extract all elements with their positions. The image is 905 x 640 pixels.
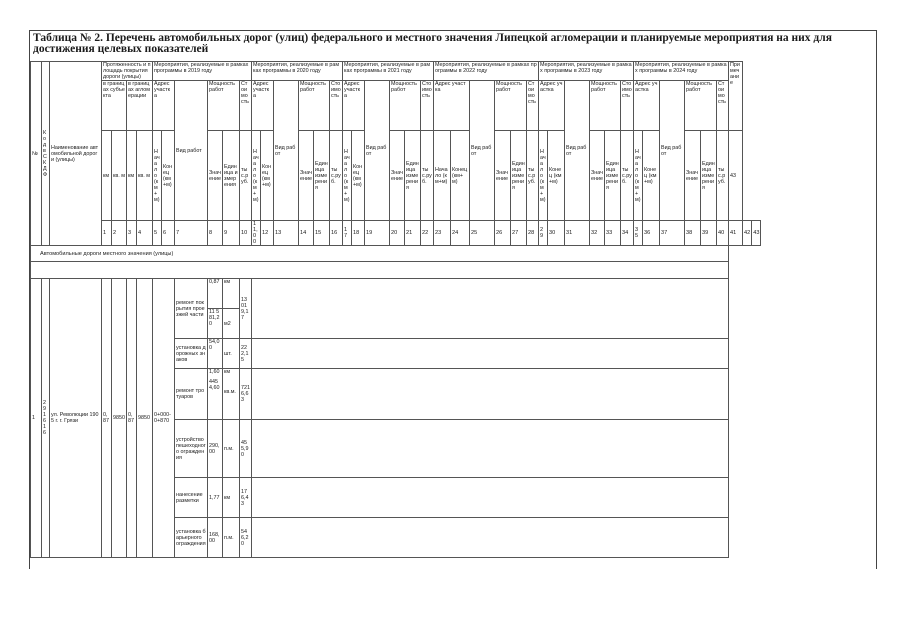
hdr-value-2020: Значение [299, 131, 314, 221]
spacer-cell [31, 262, 729, 279]
roads-table [30, 61, 761, 558]
hdr-year-2019: Мероприятия, реализуемые в рамках программы в 2019 году [153, 62, 252, 81]
hdr-capacity-2020: Мощность работ [299, 81, 330, 131]
hdr-cost-2022: Стоимость [527, 81, 539, 131]
hdr-year-2022: Мероприятия, реализуемые в рамках программы в 2022 году [434, 62, 539, 81]
work-value-1: 0,87 [208, 279, 223, 309]
hdr-worktype-2021: Вид работ [365, 81, 390, 221]
work-value-2: 54,00 [208, 339, 223, 369]
hdr-start-2023: Начало (км+м) [539, 131, 548, 221]
column-number-9: 9 [223, 221, 240, 246]
hdr-address-2024: Адрес участка [634, 81, 660, 131]
hdr-cost-2020: Стоимость [330, 81, 343, 131]
column-number-18: 18 [352, 221, 365, 246]
column-number-10: 10 [240, 221, 252, 246]
hdr-cost-2021: Стоимость [421, 81, 434, 131]
hdr-address-2019: Адрес участка [153, 81, 175, 131]
work-type-1: ремонт покрытия проезжей части [175, 279, 208, 339]
section-title-text: Автомобильные дороги местного значения (улицы) [40, 250, 174, 257]
hdr-year-2020: Мероприятия, реализуемые в рамках программы в 2020 году [252, 62, 343, 81]
work-cost-5: 176,43 [240, 478, 252, 518]
work-unit-3 [223, 369, 240, 420]
hdr-costunit-2021: тыс.руб. [421, 131, 434, 221]
hdr-note-num: 43 [729, 131, 743, 221]
work-value-3 [208, 369, 223, 420]
hdr-capacity-2024: Мощность работ [685, 81, 717, 131]
column-number-17: 17 [343, 221, 352, 246]
hdr-end-2022: Конец (км+м) [451, 131, 470, 221]
work-value-6: 168,00 [208, 518, 223, 558]
hdr-value-2023: Значение [590, 131, 605, 221]
work-unit-3b: кв.м. [224, 389, 236, 395]
hdr-cost-2019: Стоимость [240, 81, 252, 131]
hdr-unit-2022: Единица измерения [511, 131, 527, 221]
hdr-start-2024: Начало (км+м) [634, 131, 643, 221]
hdr-no: № [31, 62, 42, 246]
column-number-23: 23 [434, 221, 451, 246]
hdr-value-2022: Значение [495, 131, 511, 221]
column-number-11: 11,00 [252, 221, 261, 246]
hdr-kvm: кв. м [112, 131, 127, 221]
hdr-costunit-2022: тыс.руб. [527, 131, 539, 221]
column-number-32: 32 [590, 221, 605, 246]
column-number-4: 4 [137, 221, 153, 246]
hdr-worktype-2023: Вид работ [565, 81, 590, 221]
hdr-km: км [102, 131, 112, 221]
work-unit-3a: км [224, 369, 231, 375]
road-code: 2916 16 [42, 279, 50, 558]
work-unit-5: км [223, 478, 240, 518]
table-row [31, 279, 761, 309]
work-value-3a: 1,60 [209, 369, 220, 375]
column-number-6: 6 [162, 221, 175, 246]
column-number-5: 5 [153, 221, 162, 246]
column-number-7: 7 [175, 221, 208, 246]
hdr-address-2022: Адрес участка [434, 81, 470, 131]
road-length-km: 0,87 [102, 279, 112, 558]
work-cost-4: 455,90 [240, 420, 252, 478]
column-number-25: 25 [470, 221, 495, 246]
work-value-5: 1,77 [208, 478, 223, 518]
hdr-end-2024: Конец (км+м) [643, 131, 660, 221]
hdr-costunit-2024: тыс.руб. [717, 131, 729, 221]
column-number-22: 22 [421, 221, 434, 246]
hdr-costunit-2020: тыс.руб. [330, 131, 343, 221]
work-type-5: нанесение разметки [175, 478, 208, 518]
hdr-capacity-2023: Мощность работ [590, 81, 621, 131]
hdr-costunit-2023: тыс.руб. [621, 131, 634, 221]
hdr-unit-2024: Единица измерения [701, 131, 717, 221]
hdr-worktype-2022: Вид работ [470, 81, 495, 221]
document-frame [29, 30, 877, 569]
column-number-2: 2 [112, 221, 127, 246]
hdr-year-2024: Мероприятия, реализуемые в рамках программы в 2024 году [634, 62, 729, 81]
road-name: ул. Революции 1905 г. г. Грязи [50, 279, 102, 558]
hdr-end-2023: Конец (км+м) [548, 131, 565, 221]
section-title [31, 246, 729, 262]
column-numbers-row [31, 221, 761, 246]
column-number-31: 31 [565, 221, 590, 246]
column-number-20: 20 [390, 221, 405, 246]
hdr-start-2022: Начало (км+м) [434, 131, 451, 221]
column-number-43: 43 [752, 221, 761, 246]
hdr-end-2019: Конец (км+м) [162, 131, 175, 221]
road-address: 0+000-0+870 [153, 279, 175, 558]
column-number-27: 27 [511, 221, 527, 246]
column-number-1: 1 [102, 221, 112, 246]
hdr-end-2021: Конец (км+м) [352, 131, 365, 221]
hdr-unit-2023: Единица измерения [605, 131, 621, 221]
hdr-address-2020: Адрес участка [252, 81, 274, 131]
hdr-unit-2020: Единица измерения [314, 131, 330, 221]
hdr-worktype-2019: Вид работ [175, 81, 208, 221]
work-cost-3: 7216,63 [240, 369, 252, 420]
column-number-3: 3 [127, 221, 137, 246]
work-value-1b: 11 581,20 [208, 309, 223, 339]
column-number-12: 12 [261, 221, 274, 246]
hdr-value-2021: Значение [390, 131, 405, 221]
work-unit-1: км [223, 279, 240, 309]
hdr-worktype-2024: Вид работ [660, 81, 685, 221]
column-number-37: 37 [660, 221, 685, 246]
hdr-start-2019: Начало (км+м) [153, 131, 162, 221]
hdr-code: Код в СКДФ [42, 62, 50, 246]
work-type-2: установка дорожных знаков [175, 339, 208, 369]
work-value-3b: 4454,60 [209, 379, 220, 391]
column-number-42: 42 [743, 221, 752, 246]
column-number-8: 8 [208, 221, 223, 246]
hdr-agg-km: км [127, 131, 137, 221]
column-number-16: 16 [330, 221, 343, 246]
work-cost-1: 13 019,17 [240, 279, 252, 339]
hdr-start-2020: Начало (км+м) [252, 131, 261, 221]
road-no: 1 [31, 279, 42, 558]
spacer-row [31, 262, 761, 279]
column-number-21: 21 [405, 221, 421, 246]
work-type-3: ремонт тротуаров [175, 369, 208, 420]
hdr-note: Примечание [729, 62, 743, 131]
hdr-name: Наименование автомобильной дороги (улицы) [50, 62, 102, 246]
hdr-length: Протяженность и площадь покрытия дороги (улицы) [103, 62, 151, 80]
hdr-capacity-2021: Мощность работ [390, 81, 421, 131]
hdr-capacity-2019: Мощность работ [208, 81, 240, 131]
work-unit-2: шт. [223, 339, 240, 369]
work-unit-6: п.м. [223, 518, 240, 558]
road-agg-area: 9850 [137, 279, 153, 558]
column-number-33: 33 [605, 221, 621, 246]
column-number-19: 19 [365, 221, 390, 246]
column-number-34: 34 [621, 221, 634, 246]
work-cost-2: 222,15 [240, 339, 252, 369]
column-number-24: 24 [451, 221, 470, 246]
column-number-36: 36 [643, 221, 660, 246]
column-number-41: 41 [729, 221, 743, 246]
column-number-30: 30 [548, 221, 565, 246]
road-area: 9850 [112, 279, 127, 558]
hdr-unit-2021: Единица измерения [405, 131, 421, 221]
hdr-end-2020: Конец (км+м) [261, 131, 274, 221]
column-number-29: 29 [539, 221, 548, 246]
hdr-within-agg: в границах агломерации [127, 81, 153, 131]
work-cost-6: 546,20 [240, 518, 252, 558]
column-number-38: 38 [685, 221, 701, 246]
column-number-14: 14 [299, 221, 314, 246]
column-number-40: 40 [717, 221, 729, 246]
hdr-capacity-2022: Мощность работ [495, 81, 527, 131]
work-unit-4: п.м. [223, 420, 240, 478]
work-type-4: устройство пешеходного ограждения [175, 420, 208, 478]
hdr-value-2024: Значение [685, 131, 701, 221]
column-number-39: 39 [701, 221, 717, 246]
hdr-costunit-2019: тыс.руб. [240, 131, 252, 221]
work-value-4: 290,00 [208, 420, 223, 478]
hdr-start-2021: Начало (км+м) [343, 131, 352, 221]
table-title: Таблица № 2. Перечень автомобильных дорог (улиц) федерального и местного значения Липецкой агломерации и планируемые мероприятия на них для достижения целевых показателей [33, 32, 832, 55]
road-agg-km: 0,87 [127, 279, 137, 558]
hdr-cost-2023: Стоимость [621, 81, 634, 131]
hdr-value-2019: Значение [208, 131, 223, 221]
hdr-agg-kvm: кв. м [137, 131, 153, 221]
work-type-6: установка барьерного ограждения [175, 518, 208, 558]
column-number-13: 13 [274, 221, 299, 246]
hdr-address-2023: Адрес участка [539, 81, 565, 131]
hdr-unit-2019: Единица измерения [223, 131, 240, 221]
hdr-cost-2024: Стоимость [717, 81, 729, 131]
work-unit-1b: м2 [223, 309, 240, 339]
column-number-35: 35 [634, 221, 643, 246]
column-number-15: 15 [314, 221, 330, 246]
hdr-address-2021: Адрес участка [343, 81, 365, 131]
hdr-year-2021: Мероприятия, реализуемые в рамках программы в 2021 году [343, 62, 434, 81]
column-number-28: 28 [527, 221, 539, 246]
hdr-within-subject: в границах субъекта [102, 81, 127, 131]
hdr-year-2023: Мероприятия, реализуемые в рамках программы в 2023 году [539, 62, 634, 81]
column-number-26: 26 [495, 221, 511, 246]
hdr-worktype-2020: Вид работ [274, 81, 299, 221]
